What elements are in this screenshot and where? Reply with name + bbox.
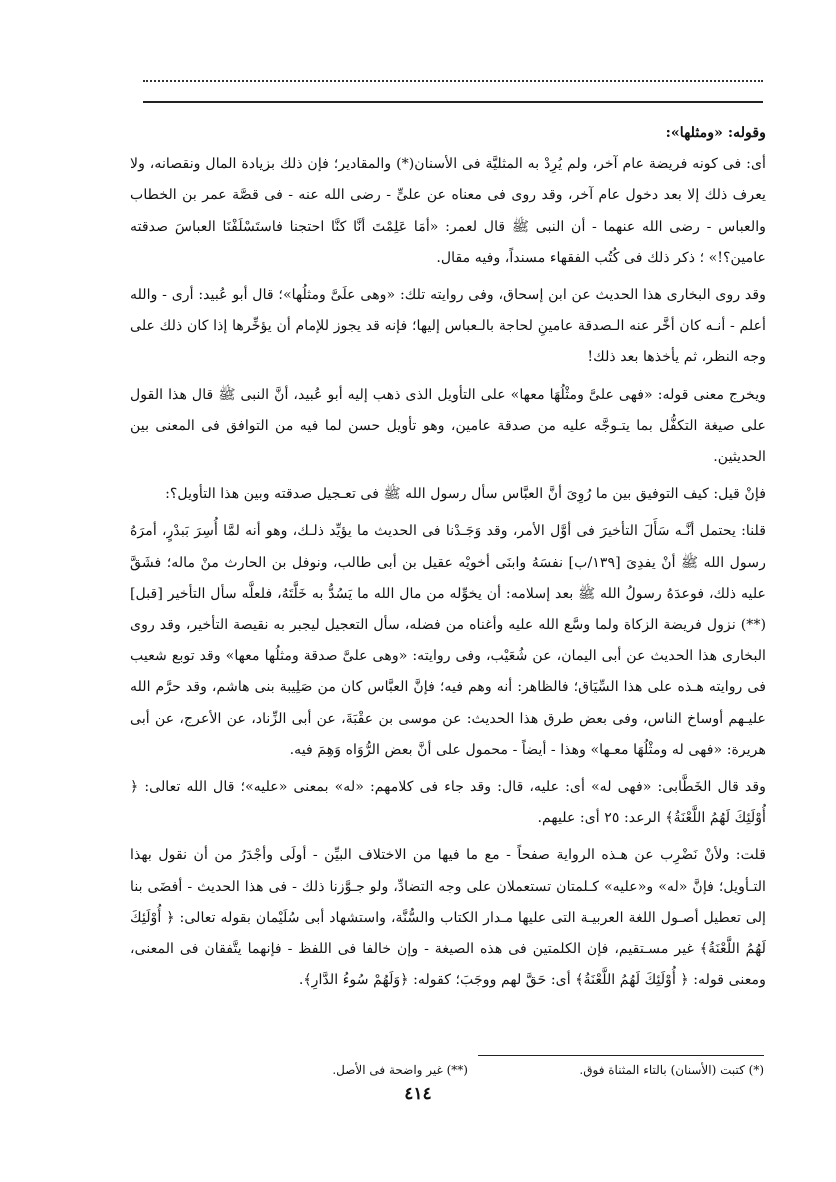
paragraph-2: وقد روى البخارى هذا الحديث عن ابن إسحاق، وفى روايته تلك: «وهى علَىَّ ومثلُها»؛ قال أبو عُبيد: أرى - والله أعلم - أنـه كان أخَّر عنه الـصدقة عامينِ لحاجة بالـعباس إليها؛ فإنه قد يجوز للإمام أن يؤخِّرها إذا كان ذلك على وجه النظر، ثم يأخذها بعد ذلك! xyxy=(130,287,766,366)
section-heading: وقوله: «ومثلها»: xyxy=(665,125,766,141)
paragraph-4: فإنْ قيل: كيف التوفيق بين ما رُوِىَ أنَّ العبَّاس سأل رسول الله ﷺ فى تعـجيل صدقته وبين هذا التأويل؟: xyxy=(165,486,766,503)
paragraph-5: قلنا: يحتمل أنَّـه سَأَلَ التأخيرَ فى أوَّل الأمر، وقد وَجَـدْنا فى الحديث ما يؤيِّد ذلـك، وهو أنه لمَّا أُسِرَ بَبدْرٍ، أمرَهُ رسول الله ﷺ أنْ يفدِىَ [١٣٩/ب] نفسَهُ وابنَى أخويْه عقيل بن أبى طالب، ونوفل بن الحارث منْ ماله؛ فشَقَّ عليه ذلك، فوعدَهُ رسولُ الله ﷺ بعد إسلامه: أن يخوِّله من مال الله ما يَسُدُّ به خَلَّتَهُ، فلعلَّه سأل التأخير [قبل](**) نزول فريضة الزكاة ولما وسَّع الله عليه وأغناه من فضله، سأل التعجيل ليجبر به نقيصة التأخير، وقد روى البخارى هذا الحديث عن أبى اليمان، عن شُعَيْب، وفى روايته: «وهى علىَّ صدقة ومثلُها معها» وقد توبع شعيب فى روايته هـذه على هذا السِّيَاق؛ فالظاهر: أنه وهم فيه؛ فإنَّ العبَّاس كان من صَلِيبة بنى هاشم، وقد حرَّم الله عليـهم أوساخ الناس، وفى بعض طرق هذا الحديث: عن موسى بن عقْبَةَ، عن أبى الزِّناد، عن الأعرج، عن أبى هريرة: «فهى له ومثْلُهَا معـها» وهذا - أيضاً - محمول على أنَّ بعض الرُّوَاه وَهِمَ فيه. xyxy=(130,523,766,758)
paragraph-7: قلت: ولأنْ نَضْرِب عن هـذه الرواية صفحاً - مع ما فيها من الاختلاف البيِّن - أولَى وأجْدَرُ من أن نقول بهذا التـأويل؛ فإنَّ «له» و«عليه» كـلمتان تستعملان على وجه التضادِّ، ولو جـوَّزنا ذلك - فى هذا الحديث - أفضَى بنا إلى تعطيل أصـول اللغة العربيـة التى عليها مـدار الكتاب والسُّنَّة، واستشهاد أبى سُلَيْمان بقوله تعالى: ﴿ أُوْلَئِكَ لَهُمُ اللَّعْنَةُ﴾ غير مسـتقيم، فإن الكلمتين فى هذه الصيغة - وإن خالفا فى اللفظ - فإنهما يتَّفقان فى المعنى، ومعنى قوله: ﴿ أُوْلَئِكَ لَهُمُ اللَّعْنَةُ﴾ أى: حَقَّ لهم ووجَبَ؛ كقوله: ﴿وَلَهُمْ سُوءُ الدَّارِ﴾. xyxy=(130,847,766,989)
paragraph-6: وقد قال الخَطَّابى: «فهى له» أى: عليه، قال: وقد جاء فى كلامهم: «له» بمعنى «عليه»؛ قال الله تعالى: ﴿ أُوْلَئِكَ لَهُمُ اللَّعْنَةُ﴾ الرعد: ٢٥ أى: عليهم. xyxy=(130,779,766,827)
paragraph-1: أى: فى كونه فريضة عام آخر، ولم يُرِدْ به المثليَّة فى الأسنان(*) والمقادير؛ فإن ذلك بزيادة المال ونقصانه، ولا يعرف ذلك إلا بعد دخول عام آخر، وقد روى فى معناه عن علىٍّ - رضى الله عنه - فى قصَّة عمر بن الخطاب والعباس - رضى الله عنهما - أن النبى ﷺ قال لعمر: «أمَا عَلِمْتَ أنَّا كنَّا احتجنا فاستَسْلَفْنَا العباسَ صدقته عامين؟!» ؛ ذكر ذلك فى كُتُب الفقهاء مسنداً، وفيه مقال. xyxy=(130,156,766,266)
page-number: ٤١٤ xyxy=(404,1084,432,1104)
footnote-rule xyxy=(478,1055,764,1056)
footnote-2: (**) غير واضحة فى الأصل. xyxy=(332,1063,468,1077)
paragraph-3: ويخرج معنى قوله: «فهى علىَّ ومثْلُهَا معها» على التأويل الذى ذهب إليه أبو عُبيد، أنَّ النبى ﷺ قال هذا القول على صيغة التكفُّل بما يتـوجَّه عليه من صدقة عامين، وهو تأويل حسن لما فيه من التوافق فى المعنى بين الحديثين. xyxy=(130,386,766,466)
header-rule xyxy=(143,101,763,103)
header-dotted-rule xyxy=(143,80,763,82)
footnote-1: (*) كتبت (الأسنان) بالتاء المثناة فوق. xyxy=(579,1063,764,1077)
main-text xyxy=(130,118,766,996)
